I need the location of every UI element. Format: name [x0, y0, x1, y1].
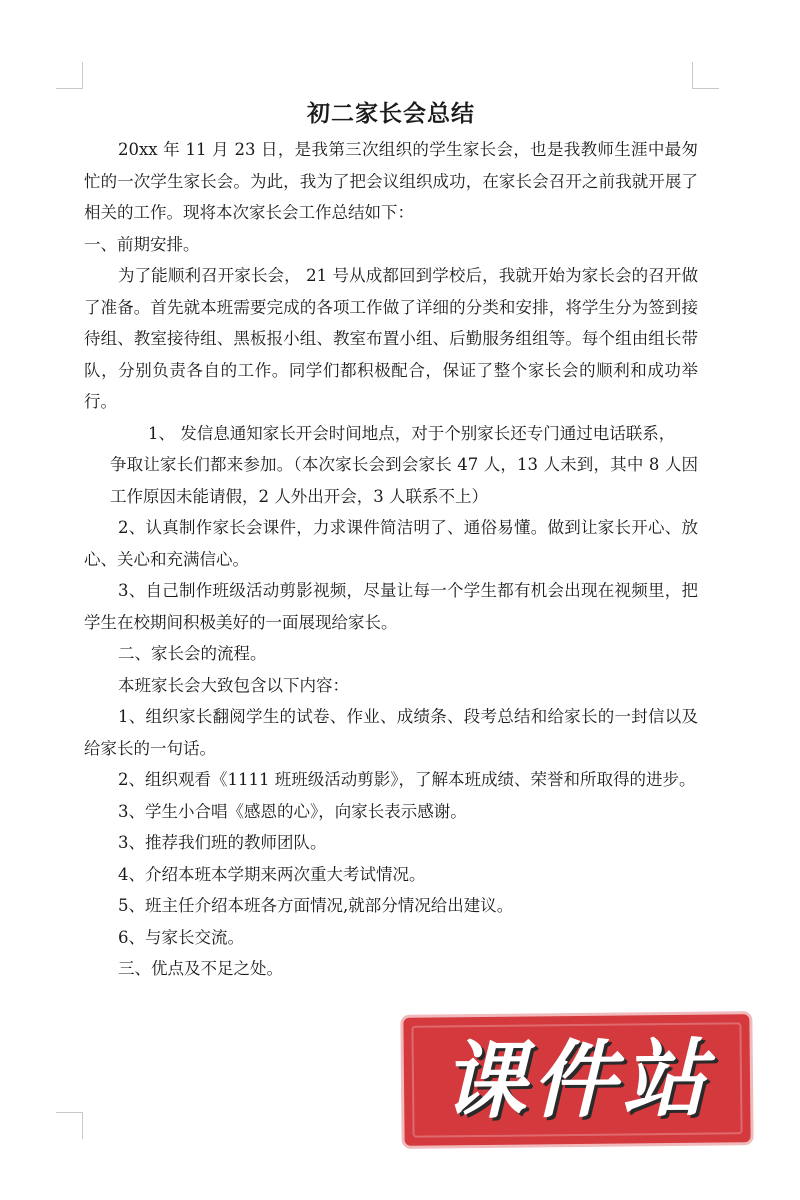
agenda-item-3a: 3、学生小合唱《感恩的心》，向家长表示感谢。: [118, 801, 467, 821]
agenda-item-1: 1、组织家长翻阅学生的试卷、作业、成绩条、段考总结和给家长的一封信以及给家长的一句话。: [84, 707, 698, 758]
crop-mark-top-left: [56, 62, 83, 89]
list-item-1-first-line: 1、 发信息通知家长开会时间地点，对于个别家长还专门通过电话联系，: [148, 423, 676, 443]
list-item-3: 3、自己制作班级活动剪影视频，尽量让每一个学生都有机会出现在视频里，把学生在校期间积极美好的一面展现给家长。: [84, 581, 698, 632]
agenda-item-4: 4、介绍本班本学期来两次重大考试情况。: [118, 864, 426, 884]
crop-mark-top-right: [692, 62, 719, 89]
section-heading-2: 二、家长会的流程。: [118, 644, 267, 663]
agenda-item-2: 2、组织观看《1111 班班级活动剪影》，了解本班成绩、荣誉和所取得的进步。: [118, 770, 696, 789]
list-item-2: 2、认真制作家长会课件，力求课件简洁明了、通俗易懂。做到让家长开心、放心、关心和充满信心。: [84, 518, 698, 569]
paragraph-preparation: 为了能顺利召开家长会， 21 号从成都回到学校后，我就开始为家长会的召开做了准备。首先就本班需要完成的各项工作做了详细的分类和安排，将学生分为签到接待组、教室接待组、黑板报小组、教室布置小组、后勤服务组组等。每个组由组长带队，分别负责各自的工作。同学们都积极配合，保证了整个家长会的顺利和成功举行。: [84, 266, 698, 411]
agenda-item-5: 5、班主任介绍本班各方面情况,就部分情况给出建议。: [118, 896, 514, 915]
document-title: 初二家长会总结: [307, 100, 475, 127]
agenda-item-3b: 3、推荐我们班的教师团队。: [118, 833, 327, 852]
document-body: [84, 94, 698, 985]
section-heading-3: 三、优点及不足之处。: [118, 959, 283, 978]
agenda-item-6: 6、与家长交流。: [118, 927, 244, 947]
section-heading-1: 一、前期安排。: [84, 234, 200, 254]
paragraph-intro: 20xx 年 11 月 23 日，是我第三次组织的学生家长会，也是我教师生涯中最匆忙的一次学生家长会。为此，我为了把会议组织成功，在家长会召开之前我就开展了相关的工作。现将本次家长会工作总结如下：: [84, 140, 698, 222]
crop-mark-bottom-left: [56, 1112, 83, 1139]
watermark-stamp: [403, 1014, 750, 1146]
watermark-text: 课件站: [441, 1029, 713, 1131]
list-item-1-continuation: 争取让家长们都来参加。（本次家长会到会家长 47 人，13 人未到，其中 8 人因工作原因未能请假，2 人外出开会，3 人联系不上）: [110, 455, 698, 506]
paragraph-agenda-intro: 本班家长会大致包含以下内容：: [118, 675, 349, 695]
